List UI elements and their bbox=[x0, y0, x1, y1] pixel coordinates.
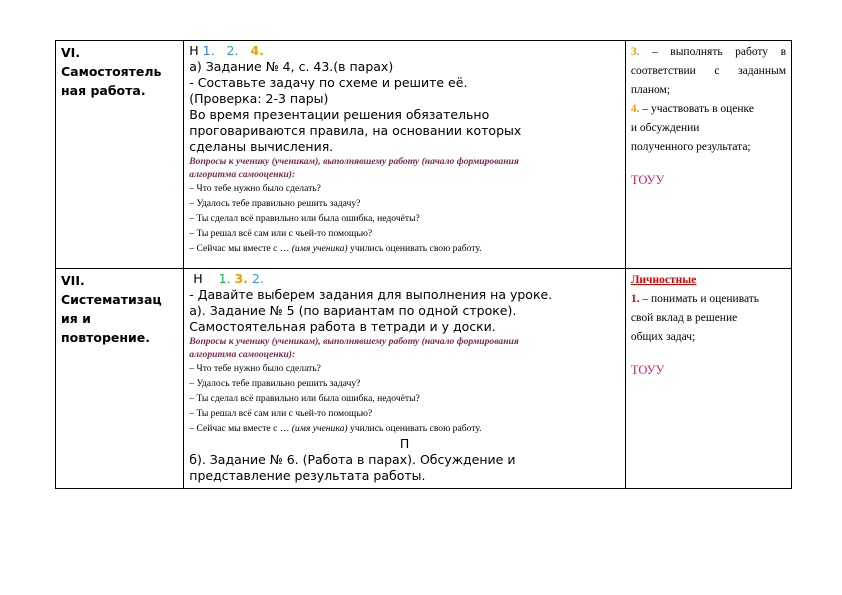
uud-number: 1. bbox=[630, 293, 640, 305]
self-assessment-questions bbox=[189, 155, 620, 256]
uud-text: – выполнять работу в соответствии с заданным планом; bbox=[630, 46, 786, 96]
questions-intro: Вопросы к ученику (ученикам), выполнявшему работу (начало формирования bbox=[189, 336, 519, 347]
presentation-line: сделаны вычисления. bbox=[189, 139, 334, 154]
question-item: – Ты сделал всё правильно или была ошибка, недочёты? bbox=[189, 213, 420, 224]
stage-number: VII. bbox=[61, 273, 85, 288]
task-a: а) Задание № 4, с. 43.(в парах) bbox=[189, 59, 394, 74]
question-item: – Ты решал всё сам или с чьей-то помощью? bbox=[189, 228, 373, 239]
activity-line: - Давайте выберем задания для выполнения на уроке. bbox=[189, 287, 553, 302]
lesson-plan-table bbox=[55, 40, 792, 489]
question-item bbox=[189, 421, 620, 436]
uud-cell bbox=[625, 41, 791, 269]
questions-intro: Вопросы к ученику (ученикам), выполнявшему работу (начало формирования bbox=[189, 156, 519, 167]
step-marks bbox=[189, 271, 620, 287]
uud-text: и обсуждении bbox=[630, 122, 700, 134]
mark-3: 2. bbox=[251, 271, 264, 286]
activity-cell bbox=[184, 41, 626, 269]
uud-text: общих задач; bbox=[630, 331, 696, 343]
stage-cell bbox=[56, 269, 184, 489]
step-marks bbox=[189, 43, 620, 59]
mark-2: 2. bbox=[226, 43, 239, 58]
toyy-label: ТОУУ bbox=[630, 363, 665, 377]
toyy-label: ТОУУ bbox=[630, 173, 665, 187]
question-text: учились оценивать свою работу. bbox=[350, 243, 482, 254]
uud-text: свой вклад в решение bbox=[630, 312, 738, 324]
question-text: – Сейчас мы вместе с … bbox=[189, 423, 290, 434]
activity-line: Самостоятельная работа в тетради и у доски. bbox=[189, 319, 496, 334]
stage-title-line: повторение. bbox=[61, 330, 151, 345]
question-item: – Удалось тебе правильно решить задачу? bbox=[189, 378, 361, 389]
task-b: представление результата работы. bbox=[189, 468, 426, 483]
task-a: а). Задание № 5 (по вариантам по одной строке). bbox=[189, 303, 517, 318]
student-name-placeholder: (имя ученика) bbox=[291, 243, 348, 254]
uud-number: 4. bbox=[630, 103, 640, 115]
question-item: – Ты решал всё сам или с чьей-то помощью? bbox=[189, 408, 373, 419]
uud-item bbox=[631, 43, 786, 100]
table-row bbox=[56, 269, 792, 489]
stage-title-line: ия и bbox=[61, 311, 91, 326]
uud-cell bbox=[625, 269, 791, 489]
task-check: (Проверка: 2-3 пары) bbox=[189, 91, 329, 106]
mark-1: 1. bbox=[218, 271, 231, 286]
uud-text: – участвовать в оценке bbox=[642, 103, 754, 115]
question-item: – Ты сделал всё правильно или была ошибка, недочёты? bbox=[189, 393, 420, 404]
uud-text: – понимать и оценивать bbox=[642, 293, 760, 305]
stage-title-line: Самостоятель bbox=[61, 64, 162, 79]
student-name-placeholder: (имя ученика) bbox=[291, 423, 348, 434]
self-assessment-questions bbox=[189, 335, 620, 436]
question-item bbox=[189, 241, 620, 256]
mark-p: П bbox=[399, 436, 410, 451]
mark-n: Н bbox=[189, 43, 199, 58]
question-item: – Что тебе нужно было сделать? bbox=[189, 183, 321, 194]
activity-cell bbox=[184, 269, 626, 489]
task-b: б). Задание № 6. (Работа в парах). Обсуждение и bbox=[189, 452, 516, 467]
mark-1: 1. bbox=[202, 43, 215, 58]
presentation-line: проговариваются правила, на основании которых bbox=[189, 123, 522, 138]
mark-n: Н bbox=[193, 271, 203, 286]
uud-text: полученного результата; bbox=[630, 141, 751, 153]
stage-title-line: ная работа. bbox=[61, 83, 146, 98]
question-text: – Сейчас мы вместе с … bbox=[189, 243, 290, 254]
uud-number: 3. bbox=[630, 46, 640, 58]
question-text: учились оценивать свою работу. bbox=[350, 423, 482, 434]
uud-item bbox=[631, 290, 786, 309]
mark-3: 4. bbox=[250, 43, 264, 58]
uud-heading: Личностные bbox=[630, 274, 697, 286]
mark-2: 3. bbox=[234, 271, 248, 286]
task-instruction: - Составьте задачу по схеме и решите её. bbox=[189, 75, 468, 90]
question-item: – Что тебе нужно было сделать? bbox=[189, 363, 321, 374]
question-item: – Удалось тебе правильно решить задачу? bbox=[189, 198, 361, 209]
table-row bbox=[56, 41, 792, 269]
questions-intro: алгоритма самооценки): bbox=[189, 349, 296, 360]
presentation-line: Во время презентации решения обязательно bbox=[189, 107, 490, 122]
stage-number: VI. bbox=[61, 45, 81, 60]
questions-intro: алгоритма самооценки): bbox=[189, 169, 296, 180]
uud-item bbox=[631, 100, 786, 119]
stage-title-line: Систематизац bbox=[61, 292, 162, 307]
stage-cell bbox=[56, 41, 184, 269]
